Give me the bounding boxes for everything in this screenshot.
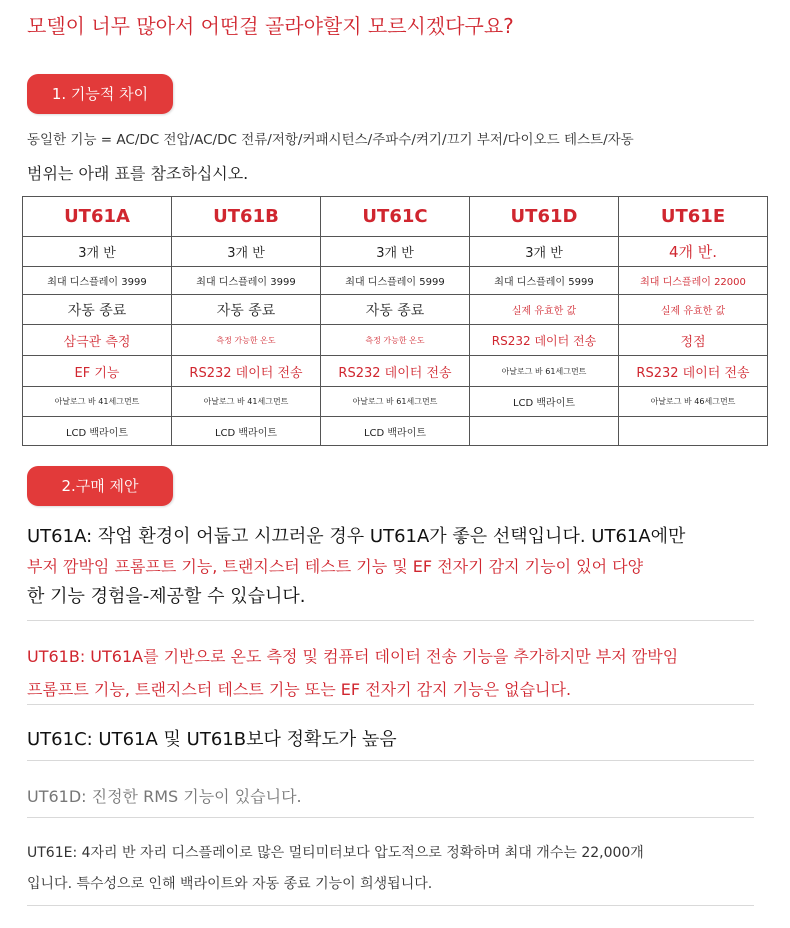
table-cell: 측정 가능한 온도 [321, 325, 470, 356]
ut61d-paragraph: UT61D: 진정한 RMS 기능이 있습니다. [27, 787, 302, 806]
model-header: UT61B [172, 197, 321, 237]
table-row [23, 417, 768, 446]
table-cell: 최대 디스플레이 3999 [172, 267, 321, 295]
common-functions-text: 동일한 기능 = AC/DC 전압/AC/DC 전류/저항/커패시턴스/주파수/켜기/끄기 부저/다이오드 테스트/자동 [27, 132, 634, 148]
table-cell: 삼극관 측정 [23, 325, 172, 356]
table-cell: 최대 디스플레이 5999 [470, 267, 619, 295]
table-cell: LCD 백라이트 [470, 387, 619, 417]
table-cell: 측정 가능한 온도 [172, 325, 321, 356]
divider [27, 704, 754, 705]
table-row [23, 325, 768, 356]
table-cell: 4개 반. [619, 237, 768, 267]
table-cell: 아날로그 바 61세그먼트 [470, 356, 619, 387]
table-cell: LCD 백라이트 [172, 417, 321, 446]
ut61b-paragraph [27, 640, 678, 706]
paragraph-line: 입니다. 특수성으로 인해 백라이트와 자동 종료 기능이 희생됩니다. [27, 876, 433, 892]
divider [27, 905, 754, 906]
table-cell [470, 417, 619, 446]
table-cell: 실제 유효한 값 [470, 295, 619, 325]
model-header: UT61E [619, 197, 768, 237]
table-cell: RS232 데이터 전송 [172, 356, 321, 387]
table-cell: RS232 데이터 전송 [321, 356, 470, 387]
paragraph-line: 부저 깜박임 프롬프트 기능, 트랜지스터 테스트 기능 및 EF 전자기 감지 기능이 있어 다양 [27, 557, 644, 576]
table-row [23, 267, 768, 295]
table-cell: 아날로그 바 41세그먼트 [172, 387, 321, 417]
table-cell: 아날로그 바 46세그먼트 [619, 387, 768, 417]
table-cell: 최대 디스플레이 5999 [321, 267, 470, 295]
table-row [23, 356, 768, 387]
table-row [23, 237, 768, 267]
model-header: UT61D [470, 197, 619, 237]
ut61c-paragraph: UT61C: UT61A 및 UT61B보다 정확도가 높음 [27, 729, 397, 750]
table-cell: 최대 디스플레이 3999 [23, 267, 172, 295]
table-header-row [23, 197, 768, 237]
table-row [23, 295, 768, 325]
paragraph-line: 프롬프트 기능, 트랜지스터 테스트 기능 또는 EF 전자기 감지 기능은 없습니다. [27, 680, 572, 699]
model-comparison-table [22, 196, 768, 446]
table-cell: 3개 반 [23, 237, 172, 267]
table-cell [619, 417, 768, 446]
table-cell: 최대 디스플레이 22000 [619, 267, 768, 295]
ut61e-paragraph [27, 838, 644, 900]
table-cell: 3개 반 [321, 237, 470, 267]
table-cell: 아날로그 바 41세그먼트 [23, 387, 172, 417]
paragraph-line: UT61A: 작업 환경이 어둡고 시끄러운 경우 UT61A가 좋은 선택입니다. UT61A에만 [27, 526, 686, 547]
section-badge-functional-difference: 1. 기능적 차이 [27, 74, 173, 114]
paragraph-line: 한 기능 경험을-제공할 수 있습니다. [27, 586, 306, 607]
divider [27, 620, 754, 621]
table-cell: LCD 백라이트 [23, 417, 172, 446]
table-cell: 자동 종료 [23, 295, 172, 325]
table-cell: LCD 백라이트 [321, 417, 470, 446]
ut61a-paragraph [27, 522, 757, 612]
table-cell: RS232 데이터 전송 [470, 325, 619, 356]
table-cell: 실제 유효한 값 [619, 295, 768, 325]
table-cell: RS232 데이터 전송 [619, 356, 768, 387]
table-cell: 정점 [619, 325, 768, 356]
table-cell: 자동 종료 [321, 295, 470, 325]
table-cell: 3개 반 [172, 237, 321, 267]
model-header: UT61A [23, 197, 172, 237]
table-cell: 3개 반 [470, 237, 619, 267]
paragraph-line: UT61E: 4자리 반 자리 디스플레이로 많은 멀티미터보다 압도적으로 정확하며 최대 개수는 22,000개 [27, 845, 644, 861]
section-badge-purchase-advice: 2.구매 제안 [27, 466, 173, 506]
table-cell: EF 기능 [23, 356, 172, 387]
table-cell: 자동 종료 [172, 295, 321, 325]
divider [27, 760, 754, 761]
table-cell: 아날로그 바 61세그먼트 [321, 387, 470, 417]
divider [27, 817, 754, 818]
paragraph-line: UT61B: UT61A를 기반으로 온도 측정 및 컴퓨터 데이터 전송 기능을 추가하지만 부저 깜박임 [27, 647, 679, 666]
table-reference-text: 범위는 아래 표를 참조하십시오. [27, 164, 249, 183]
page-headline: 모델이 너무 많아서 어떤걸 골라야할지 모르시겠다구요? [27, 14, 514, 38]
table-row [23, 387, 768, 417]
model-header: UT61C [321, 197, 470, 237]
